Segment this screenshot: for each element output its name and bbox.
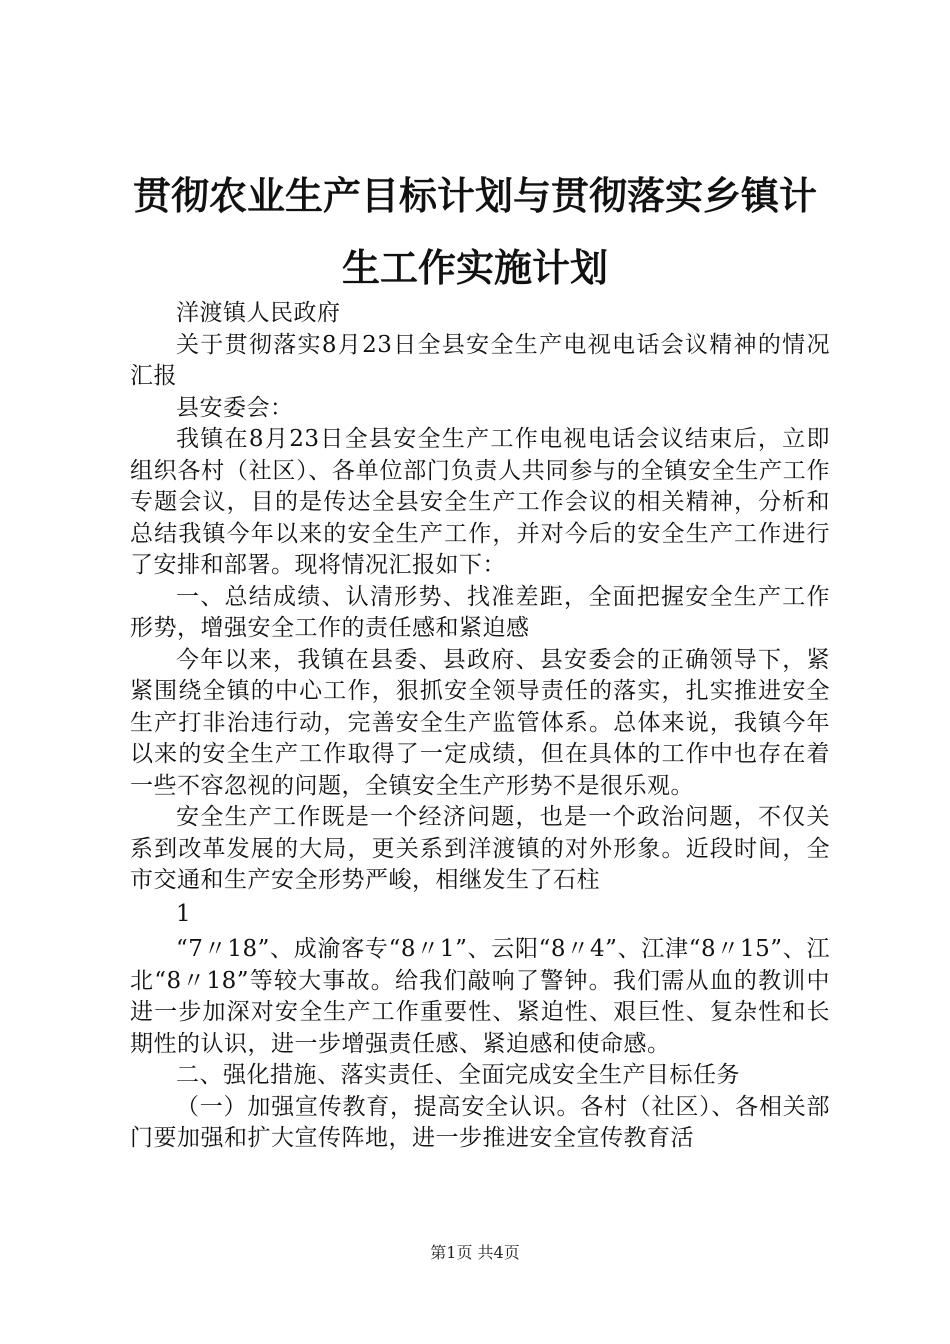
paragraph-body: “7〃18”、成渝客专“8〃1”、云阳“8〃4”、江津“8〃15”、江北“8〃18”等较大事故。给我们敲响了警钟。我们需从血的教训中进一步加深对安全生产工作重要性、紧迫性、艰巨性、复杂性和长期性的认识，进一步增强责任感、紧迫感和使命感。 — [130, 936, 830, 1057]
document-body — [130, 298, 830, 1155]
inline-page-number: 1 — [176, 900, 192, 927]
paragraph-body: 安全生产工作既是一个经济问题，也是一个政治问题，不仅关系到改革发展的大局，更关系到洋渡镇的对外形象。近段时间，全市交通和生产安全形势严峻，相继发生了石柱 — [130, 804, 830, 893]
document-title: 贯彻农业生产目标计划与贯彻落实乡镇计生工作实施计划 — [132, 174, 817, 290]
paragraph-intro: 我镇在8月23日全县安全生产工作电视电话会议结束后，立即组织各村（社区）、各单位部门负责人共同参与的全镇安全生产工作专题会议，目的是传达全县安全生产工作会议的相关精神，分析和总结我镇今年以来的安全生产工作，并对今后的安全生产工作进行了安排和部署。现将情况汇报如下： — [130, 426, 830, 578]
paragraph-subject: 关于贯彻落实8月23日全县安全生产电视电话会议精神的情况汇报 — [130, 331, 830, 389]
paragraph-section-1-heading: 一、总结成绩、认清形势、找准差距，全面把握安全生产工作形势，增强安全工作的责任感和紧迫感 — [130, 583, 830, 641]
paragraph-section-2-heading: 二、强化措施、落实责任、全面完成安全生产目标任务 — [176, 1062, 740, 1088]
paragraph-body: （一）加强宣传教育，提高安全认识。各村（社区）、各相关部门要加强和扩大宣传阵地，进一步推进安全宣传教育活 — [130, 1093, 830, 1151]
paragraph-body: 今年以来，我镇在县委、县政府、县安委会的正确领导下，紧紧围绕全镇的中心工作，狠抓安全领导责任的落实，扎实推进安全生产打非治违行动，完善安全生产监管体系。总体来说，我镇今年以来的安全生产工作取得了一定成绩，但在具体的工作中也存在着一些不容忽视的问题，全镇安全生产形势不是很乐观。 — [130, 646, 830, 799]
paragraph-recipient: 县安委会： — [176, 394, 294, 421]
paragraph-sender: 洋渡镇人民政府 — [176, 300, 341, 326]
page-footer: 第1页 共4页 — [430, 1243, 520, 1262]
